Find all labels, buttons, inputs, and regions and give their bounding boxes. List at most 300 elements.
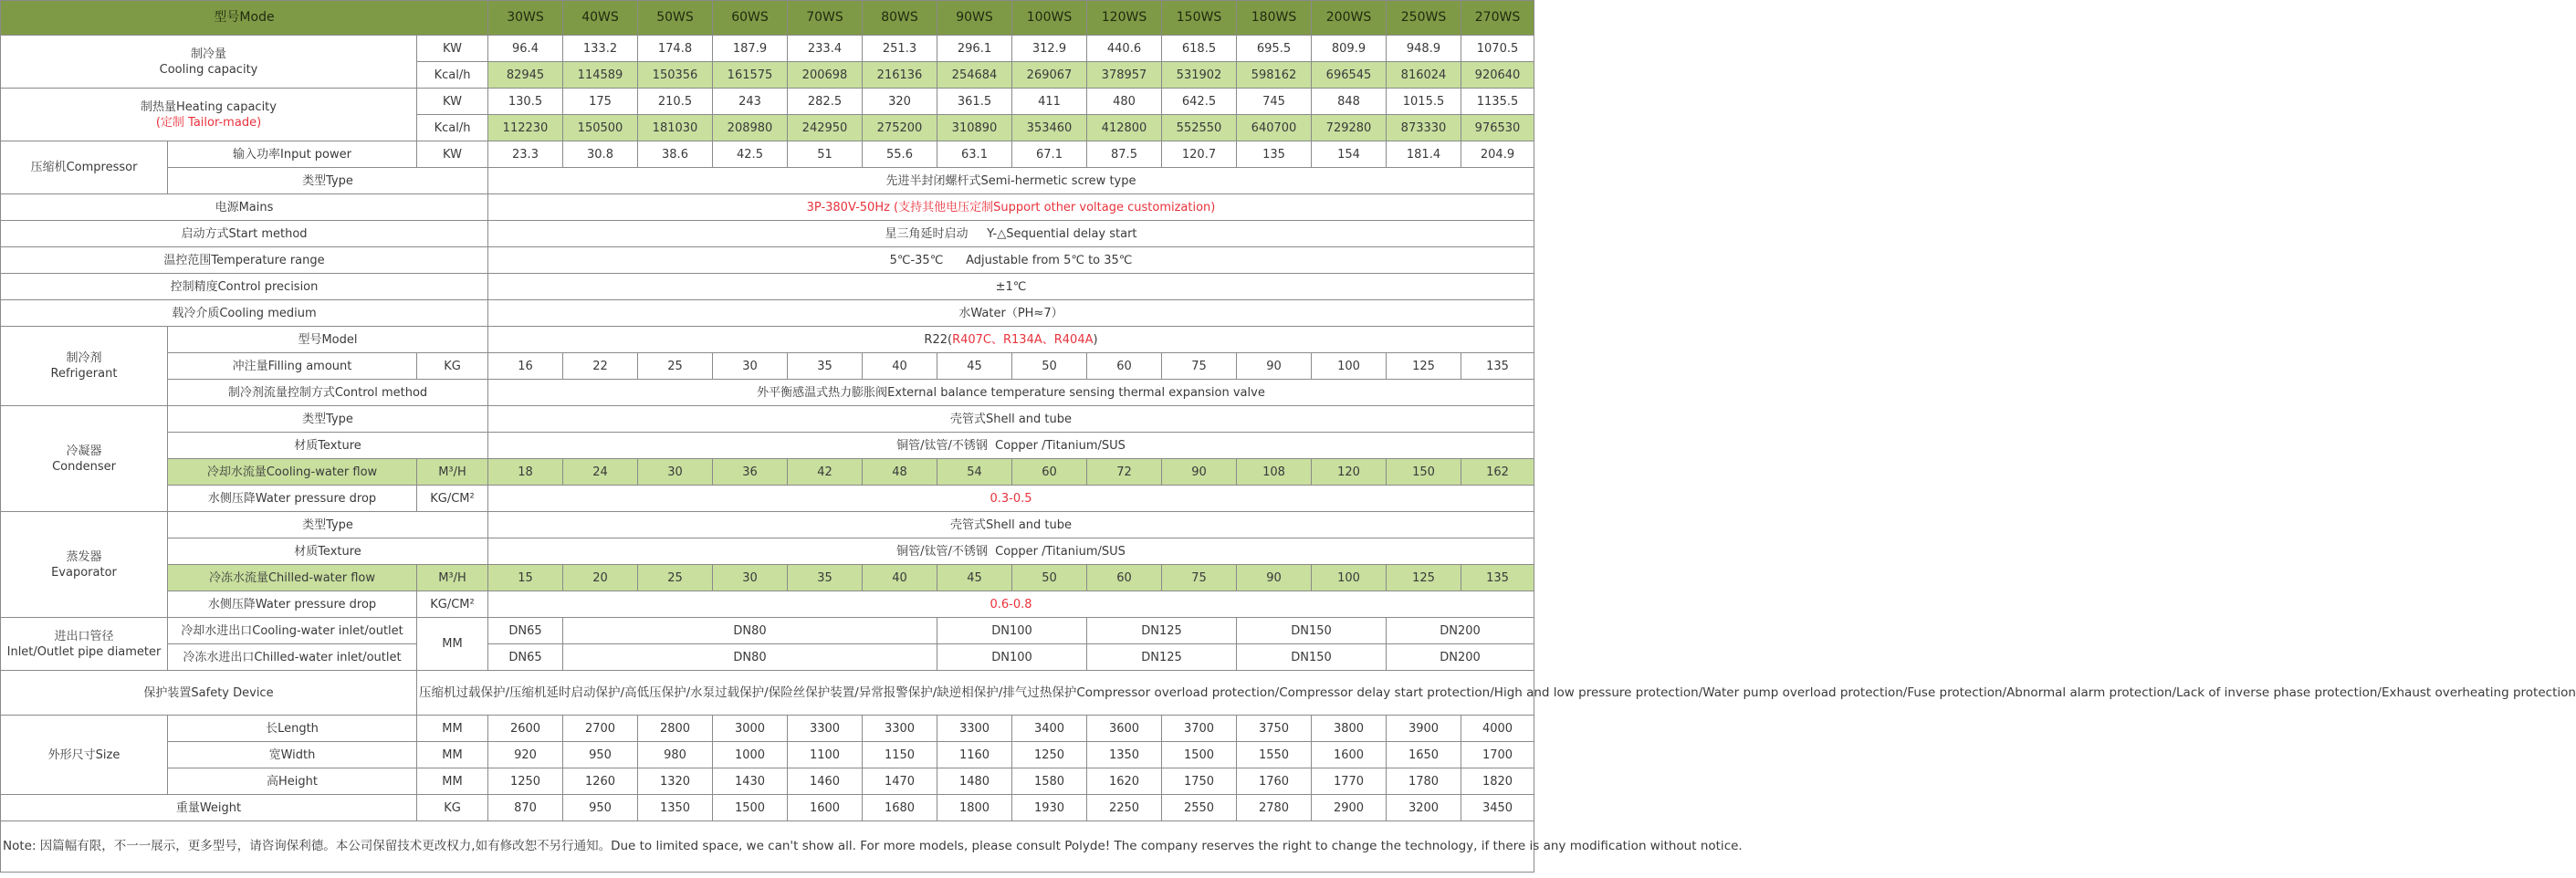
table-cell: 1820 xyxy=(1461,768,1534,795)
table-cell: 42.5 xyxy=(713,141,788,168)
table-cell: 150356 xyxy=(638,62,713,89)
table-cell: 920640 xyxy=(1461,62,1534,89)
heating-capacity-note: (定制 Tailor-made) xyxy=(155,115,262,130)
table-cell: 181030 xyxy=(638,115,713,141)
evaporator-drop-value: 0.6-0.8 xyxy=(488,591,1534,618)
unit-cell: KW xyxy=(417,141,488,168)
table-cell: 30 xyxy=(638,459,713,486)
table-cell: 3200 xyxy=(1387,795,1461,821)
evaporator-texture-value: 铜管/钛管/不锈钢 Copper /Titanium/SUS xyxy=(488,538,1534,565)
table-cell: 598162 xyxy=(1237,62,1312,89)
cooling-medium-row xyxy=(1,300,1534,327)
table-cell: DN65 xyxy=(488,644,563,671)
unit-cell: KG xyxy=(417,353,488,380)
condenser-flow-row xyxy=(1,459,1534,486)
table-cell: 1250 xyxy=(488,768,563,795)
compressor-type-label: 类型Type xyxy=(168,168,488,194)
table-cell: 1460 xyxy=(788,768,863,795)
condenser-texture-row xyxy=(1,433,1534,459)
table-cell: 1680 xyxy=(863,795,937,821)
model-header: 80WS xyxy=(863,1,937,36)
table-cell: 112230 xyxy=(488,115,563,141)
table-cell: DN65 xyxy=(488,618,563,644)
table-cell: 1760 xyxy=(1237,768,1312,795)
table-cell: DN200 xyxy=(1387,644,1534,671)
table-cell: 210.5 xyxy=(638,89,713,115)
compressor-label: 压缩机Compressor xyxy=(1,141,168,194)
table-cell: 108 xyxy=(1237,459,1312,486)
size-label: 外形尺寸Size xyxy=(1,716,168,795)
table-cell: DN80 xyxy=(563,644,937,671)
unit-cell: KW xyxy=(417,36,488,62)
table-cell: 36 xyxy=(713,459,788,486)
table-cell: 40 xyxy=(863,353,937,380)
compressor-type-value: 先进半封闭螺杆式Semi-hermetic screw type xyxy=(488,168,1534,194)
model-header: 180WS xyxy=(1237,1,1312,36)
table-cell: 130.5 xyxy=(488,89,563,115)
evaporator-texture-row xyxy=(1,538,1534,565)
table-cell: 2900 xyxy=(1312,795,1387,821)
table-cell: 3450 xyxy=(1461,795,1534,821)
model-header: 50WS xyxy=(638,1,713,36)
size-length-row xyxy=(1,716,1534,742)
table-cell: 870 xyxy=(488,795,563,821)
temperature-range-value: 5℃-35℃ Adjustable from 5℃ to 35℃ xyxy=(488,247,1534,274)
table-cell: 1350 xyxy=(1087,742,1162,768)
table-cell: 320 xyxy=(863,89,937,115)
table-cell: 181.4 xyxy=(1387,141,1461,168)
unit-cell: KG/CM² xyxy=(417,486,488,512)
table-cell: 15 xyxy=(488,565,563,591)
table-cell: 48 xyxy=(863,459,937,486)
header-row xyxy=(1,1,1534,36)
table-cell: 90 xyxy=(1237,565,1312,591)
table-cell: 16 xyxy=(488,353,563,380)
table-cell: 150 xyxy=(1387,459,1461,486)
table-cell: 133.2 xyxy=(563,36,638,62)
table-cell: 980 xyxy=(638,742,713,768)
pipe-unit: MM xyxy=(417,618,488,671)
cooling-capacity-kw-row xyxy=(1,36,1534,62)
table-cell: 87.5 xyxy=(1087,141,1162,168)
table-cell: 1480 xyxy=(937,768,1012,795)
table-cell: 378957 xyxy=(1087,62,1162,89)
table-cell: 114589 xyxy=(563,62,638,89)
table-cell: 1600 xyxy=(1312,742,1387,768)
evaporator-flow-row xyxy=(1,565,1534,591)
condenser-label-cn: 冷凝器 xyxy=(66,444,102,458)
table-cell: 30 xyxy=(713,565,788,591)
table-cell: 175 xyxy=(563,89,638,115)
input-power-label: 输入功率Input power xyxy=(168,141,417,168)
table-cell: 1320 xyxy=(638,768,713,795)
table-cell: 873330 xyxy=(1387,115,1461,141)
table-cell: 3300 xyxy=(937,716,1012,742)
refrigerant-model-close: ) xyxy=(1093,332,1098,347)
model-header: 100WS xyxy=(1012,1,1087,36)
control-precision-value: ±1℃ xyxy=(488,274,1534,300)
table-cell: 1100 xyxy=(788,742,863,768)
refrigerant-model-options: R407C、R134A、R404A xyxy=(952,332,1094,347)
control-method-value: 外平衡感温式热力膨胀阀External balance temperature sensing thermal expansion valve xyxy=(488,380,1534,406)
table-cell: 75 xyxy=(1162,565,1237,591)
filling-amount-label: 冲注量Filling amount xyxy=(168,353,417,380)
table-cell: 282.5 xyxy=(788,89,863,115)
table-cell: 100 xyxy=(1312,565,1387,591)
table-cell: 1070.5 xyxy=(1461,36,1534,62)
table-cell: 809.9 xyxy=(1312,36,1387,62)
model-header: 120WS xyxy=(1087,1,1162,36)
control-precision-label: 控制精度Control precision xyxy=(1,274,488,300)
table-cell: 1600 xyxy=(788,795,863,821)
pipe-label-en: Inlet/Outlet pipe diameter xyxy=(6,644,162,659)
table-cell: 18 xyxy=(488,459,563,486)
control-method-label: 制冷剂流量控制方式Control method xyxy=(168,380,488,406)
mains-row xyxy=(1,194,1534,221)
pipe-label-cn: 进出口管径 xyxy=(54,629,114,643)
model-header: 250WS xyxy=(1387,1,1461,36)
cooling-water-flow-label: 冷却水流量Cooling-water flow xyxy=(168,459,417,486)
table-cell: 310890 xyxy=(937,115,1012,141)
table-cell: 531902 xyxy=(1162,62,1237,89)
table-cell: 23.3 xyxy=(488,141,563,168)
table-cell: 25 xyxy=(638,565,713,591)
mains-label: 电源Mains xyxy=(1,194,488,221)
table-cell: 60 xyxy=(1012,459,1087,486)
model-header: 40WS xyxy=(563,1,638,36)
table-cell: 950 xyxy=(563,795,638,821)
table-cell: 162 xyxy=(1461,459,1534,486)
table-cell: 20 xyxy=(563,565,638,591)
condenser-type-row xyxy=(1,406,1534,433)
table-cell: DN150 xyxy=(1237,618,1387,644)
table-cell: 2550 xyxy=(1162,795,1237,821)
table-cell: 90 xyxy=(1237,353,1312,380)
heating-capacity-kw-row xyxy=(1,89,1534,115)
compressor-input-power-row xyxy=(1,141,1534,168)
table-cell: 1800 xyxy=(937,795,1012,821)
table-cell: 552550 xyxy=(1162,115,1237,141)
table-cell: 1700 xyxy=(1461,742,1534,768)
table-cell: 2700 xyxy=(563,716,638,742)
evaporator-drop-row xyxy=(1,591,1534,618)
chilled-water-flow-label: 冷冻水流量Chilled-water flow xyxy=(168,565,417,591)
refrigerant-model-value xyxy=(488,327,1534,353)
table-cell: 200698 xyxy=(788,62,863,89)
table-cell: 3800 xyxy=(1312,716,1387,742)
table-cell: 50 xyxy=(1012,565,1087,591)
table-cell: 312.9 xyxy=(1012,36,1087,62)
table-cell: 1550 xyxy=(1237,742,1312,768)
model-header: 200WS xyxy=(1312,1,1387,36)
table-cell: 254684 xyxy=(937,62,1012,89)
unit-cell: KW xyxy=(417,89,488,115)
refrigerant-control-row xyxy=(1,380,1534,406)
table-cell: 243 xyxy=(713,89,788,115)
table-cell: 90 xyxy=(1162,459,1237,486)
table-cell: 1250 xyxy=(1012,742,1087,768)
table-cell: 125 xyxy=(1387,353,1461,380)
model-header: 150WS xyxy=(1162,1,1237,36)
mains-value: 3P-380V-50Hz (支持其他电压定制Support other voltage customization) xyxy=(488,194,1534,221)
table-cell: 120.7 xyxy=(1162,141,1237,168)
table-cell: 642.5 xyxy=(1162,89,1237,115)
refrigerant-label xyxy=(1,327,168,406)
table-cell: 1620 xyxy=(1087,768,1162,795)
table-cell: 1000 xyxy=(713,742,788,768)
refrigerant-model-main: R22( xyxy=(924,332,953,347)
table-cell: 640700 xyxy=(1237,115,1312,141)
table-cell: 30.8 xyxy=(563,141,638,168)
table-cell: 100 xyxy=(1312,353,1387,380)
table-cell: 3750 xyxy=(1237,716,1312,742)
table-cell: 25 xyxy=(638,353,713,380)
table-cell: 296.1 xyxy=(937,36,1012,62)
table-cell: 1500 xyxy=(1162,742,1237,768)
condenser-type-label: 类型Type xyxy=(168,406,488,433)
condenser-type-value: 壳管式Shell and tube xyxy=(488,406,1534,433)
temperature-range-label: 温控范围Temperature range xyxy=(1,247,488,274)
table-cell: 353460 xyxy=(1012,115,1087,141)
model-header: 270WS xyxy=(1461,1,1534,36)
pipe-label xyxy=(1,618,168,671)
compressor-type-row xyxy=(1,168,1534,194)
table-cell: 233.4 xyxy=(788,36,863,62)
table-cell: 948.9 xyxy=(1387,36,1461,62)
table-cell: 3000 xyxy=(713,716,788,742)
table-cell: 2800 xyxy=(638,716,713,742)
condenser-label xyxy=(1,406,168,512)
length-label: 长Length xyxy=(168,716,417,742)
table-cell: 361.5 xyxy=(937,89,1012,115)
model-header: 30WS xyxy=(488,1,563,36)
table-cell: 1650 xyxy=(1387,742,1461,768)
table-cell: 60 xyxy=(1087,353,1162,380)
evaporator-label-en: Evaporator xyxy=(51,565,117,580)
weight-label: 重量Weight xyxy=(1,795,417,821)
pipe-chilled-row xyxy=(1,644,1534,671)
model-header-label: 型号Mode xyxy=(1,1,488,36)
unit-cell: M³/H xyxy=(417,459,488,486)
table-cell: 3300 xyxy=(863,716,937,742)
unit-cell: MM xyxy=(417,768,488,795)
table-cell: 125 xyxy=(1387,565,1461,591)
size-height-row xyxy=(1,768,1534,795)
table-cell: 440.6 xyxy=(1087,36,1162,62)
refrigerant-label-en: Refrigerant xyxy=(50,367,118,381)
safety-label: 保护装置Safety Device xyxy=(1,671,417,716)
table-cell: 174.8 xyxy=(638,36,713,62)
table-cell: 695.5 xyxy=(1237,36,1312,62)
table-cell: 2250 xyxy=(1087,795,1162,821)
table-cell: 480 xyxy=(1087,89,1162,115)
start-method-value: 星三角延时启动 Y-△Sequential delay start xyxy=(488,221,1534,247)
condenser-texture-value: 铜管/钛管/不锈钢 Copper /Titanium/SUS xyxy=(488,433,1534,459)
table-cell: 1500 xyxy=(713,795,788,821)
table-cell: 1470 xyxy=(863,768,937,795)
table-cell: 1750 xyxy=(1162,768,1237,795)
table-cell: 3400 xyxy=(1012,716,1087,742)
table-cell: 38.6 xyxy=(638,141,713,168)
table-cell: DN150 xyxy=(1237,644,1387,671)
table-cell: DN100 xyxy=(937,644,1087,671)
safety-value: 压缩机过载保护/压缩机延时启动保护/高低压保护/水泵过载保护/保险丝保护装置/异常报警保护/缺逆相保护/排气过热保护Compressor overload protection/Compressor delay start protection/High and low pressure protection/Water pump overload protection/Fuse protection/Abnormal alarm protection/Lack of inverse phase protection/Exhaust overheating protection xyxy=(417,671,1534,716)
table-cell: 45 xyxy=(937,565,1012,591)
refrigerant-model-row xyxy=(1,327,1534,353)
table-cell: 187.9 xyxy=(713,36,788,62)
cooling-capacity-label xyxy=(1,36,417,89)
table-cell: 242950 xyxy=(788,115,863,141)
start-method-row xyxy=(1,221,1534,247)
evaporator-label-cn: 蒸发器 xyxy=(66,549,102,564)
table-cell: 40 xyxy=(863,565,937,591)
table-cell: 618.5 xyxy=(1162,36,1237,62)
table-cell: 24 xyxy=(563,459,638,486)
table-cell: 154 xyxy=(1312,141,1387,168)
table-cell: DN100 xyxy=(937,618,1087,644)
condenser-drop-label: 水侧压降Water pressure drop xyxy=(168,486,417,512)
table-cell: 3300 xyxy=(788,716,863,742)
table-cell: 2600 xyxy=(488,716,563,742)
table-cell: 216136 xyxy=(863,62,937,89)
table-cell: 135 xyxy=(1461,565,1534,591)
table-cell: 42 xyxy=(788,459,863,486)
table-cell: 161575 xyxy=(713,62,788,89)
pipe-cooling-label: 冷却水进出口Cooling-water inlet/outlet xyxy=(168,618,417,644)
table-cell: 920 xyxy=(488,742,563,768)
table-cell: 729280 xyxy=(1312,115,1387,141)
evaporator-drop-label: 水侧压降Water pressure drop xyxy=(168,591,417,618)
start-method-label: 启动方式Start method xyxy=(1,221,488,247)
table-cell: 55.6 xyxy=(863,141,937,168)
unit-cell: Kcal/h xyxy=(417,115,488,141)
table-cell: 745 xyxy=(1237,89,1312,115)
table-cell: 3600 xyxy=(1087,716,1162,742)
table-cell: 696545 xyxy=(1312,62,1387,89)
table-cell: 816024 xyxy=(1387,62,1461,89)
table-cell: 1135.5 xyxy=(1461,89,1534,115)
condenser-label-en: Condenser xyxy=(52,459,116,474)
control-precision-row xyxy=(1,274,1534,300)
model-header: 90WS xyxy=(937,1,1012,36)
table-cell: 1770 xyxy=(1312,768,1387,795)
unit-cell: KG xyxy=(417,795,488,821)
table-cell: 135 xyxy=(1237,141,1312,168)
refrigerant-label-cn: 制冷剂 xyxy=(66,351,102,365)
condenser-drop-row xyxy=(1,486,1534,512)
table-cell: 1430 xyxy=(713,768,788,795)
model-header: 70WS xyxy=(788,1,863,36)
note-row xyxy=(1,821,1534,873)
table-cell: 67.1 xyxy=(1012,141,1087,168)
table-cell: DN80 xyxy=(563,618,937,644)
evaporator-type-row xyxy=(1,512,1534,538)
table-cell: 72 xyxy=(1087,459,1162,486)
table-cell: 45 xyxy=(937,353,1012,380)
evaporator-type-label: 类型Type xyxy=(168,512,488,538)
condenser-texture-label: 材质Texture xyxy=(168,433,488,459)
table-cell: 4000 xyxy=(1461,716,1534,742)
cooling-medium-value: 水Water（PH≈7） xyxy=(488,300,1534,327)
table-cell: 1160 xyxy=(937,742,1012,768)
table-cell: 1015.5 xyxy=(1387,89,1461,115)
width-label: 宽Width xyxy=(168,742,417,768)
unit-cell: MM xyxy=(417,742,488,768)
model-header: 60WS xyxy=(713,1,788,36)
table-cell: 82945 xyxy=(488,62,563,89)
table-cell: 411 xyxy=(1012,89,1087,115)
table-cell: DN125 xyxy=(1087,644,1237,671)
table-cell: 30 xyxy=(713,353,788,380)
safety-row xyxy=(1,671,1534,716)
note-text: Note: 因篇幅有限，不一一展示，更多型号，请咨询保利德。本公司保留技术更改权力,如有修改恕不另行通知。Due to limited space, we can't show all. For more models, please consult Polyde! The company reserves the right to change the technology, if there is any modification without notice. xyxy=(1,821,1534,873)
cooling-capacity-label-en: Cooling capacity xyxy=(159,62,258,77)
refrigerant-model-label: 型号Model xyxy=(168,327,488,353)
table-cell: 135 xyxy=(1461,353,1534,380)
table-cell: 1930 xyxy=(1012,795,1087,821)
heating-capacity-label-text: 制热量Heating capacity xyxy=(141,99,277,114)
table-cell: 60 xyxy=(1087,565,1162,591)
unit-cell: KG/CM² xyxy=(417,591,488,618)
table-cell: 1350 xyxy=(638,795,713,821)
table-cell: 1580 xyxy=(1012,768,1087,795)
table-cell: 269067 xyxy=(1012,62,1087,89)
table-cell: 120 xyxy=(1312,459,1387,486)
table-cell: 63.1 xyxy=(937,141,1012,168)
table-cell: 204.9 xyxy=(1461,141,1534,168)
table-cell: DN125 xyxy=(1087,618,1237,644)
cooling-capacity-label-cn: 制冷量 xyxy=(190,47,226,61)
table-cell: 2780 xyxy=(1237,795,1312,821)
table-cell: 54 xyxy=(937,459,1012,486)
table-cell: 848 xyxy=(1312,89,1387,115)
condenser-drop-value: 0.3-0.5 xyxy=(488,486,1534,512)
table-cell: 412800 xyxy=(1087,115,1162,141)
size-width-row xyxy=(1,742,1534,768)
pipe-chilled-label: 冷冻水进出口Chilled-water inlet/outlet xyxy=(168,644,417,671)
table-cell: 35 xyxy=(788,565,863,591)
table-cell: 96.4 xyxy=(488,36,563,62)
refrigerant-filling-row xyxy=(1,353,1534,380)
table-cell: 50 xyxy=(1012,353,1087,380)
table-cell: 950 xyxy=(563,742,638,768)
weight-row xyxy=(1,795,1534,821)
table-cell: DN200 xyxy=(1387,618,1534,644)
table-cell: 275200 xyxy=(863,115,937,141)
unit-cell: M³/H xyxy=(417,565,488,591)
temperature-range-row xyxy=(1,247,1534,274)
table-cell: 1150 xyxy=(863,742,937,768)
table-cell: 150500 xyxy=(563,115,638,141)
pipe-cooling-row xyxy=(1,618,1534,644)
unit-cell: MM xyxy=(417,716,488,742)
height-label: 高Height xyxy=(168,768,417,795)
table-cell: 976530 xyxy=(1461,115,1534,141)
evaporator-type-value: 壳管式Shell and tube xyxy=(488,512,1534,538)
unit-cell: Kcal/h xyxy=(417,62,488,89)
table-cell: 51 xyxy=(788,141,863,168)
table-cell: 3700 xyxy=(1162,716,1237,742)
evaporator-texture-label: 材质Texture xyxy=(168,538,488,565)
table-cell: 208980 xyxy=(713,115,788,141)
table-cell: 251.3 xyxy=(863,36,937,62)
cooling-medium-label: 载冷介质Cooling medium xyxy=(1,300,488,327)
table-cell: 1780 xyxy=(1387,768,1461,795)
table-cell: 75 xyxy=(1162,353,1237,380)
table-cell: 22 xyxy=(563,353,638,380)
table-cell: 1260 xyxy=(563,768,638,795)
table-cell: 3900 xyxy=(1387,716,1461,742)
